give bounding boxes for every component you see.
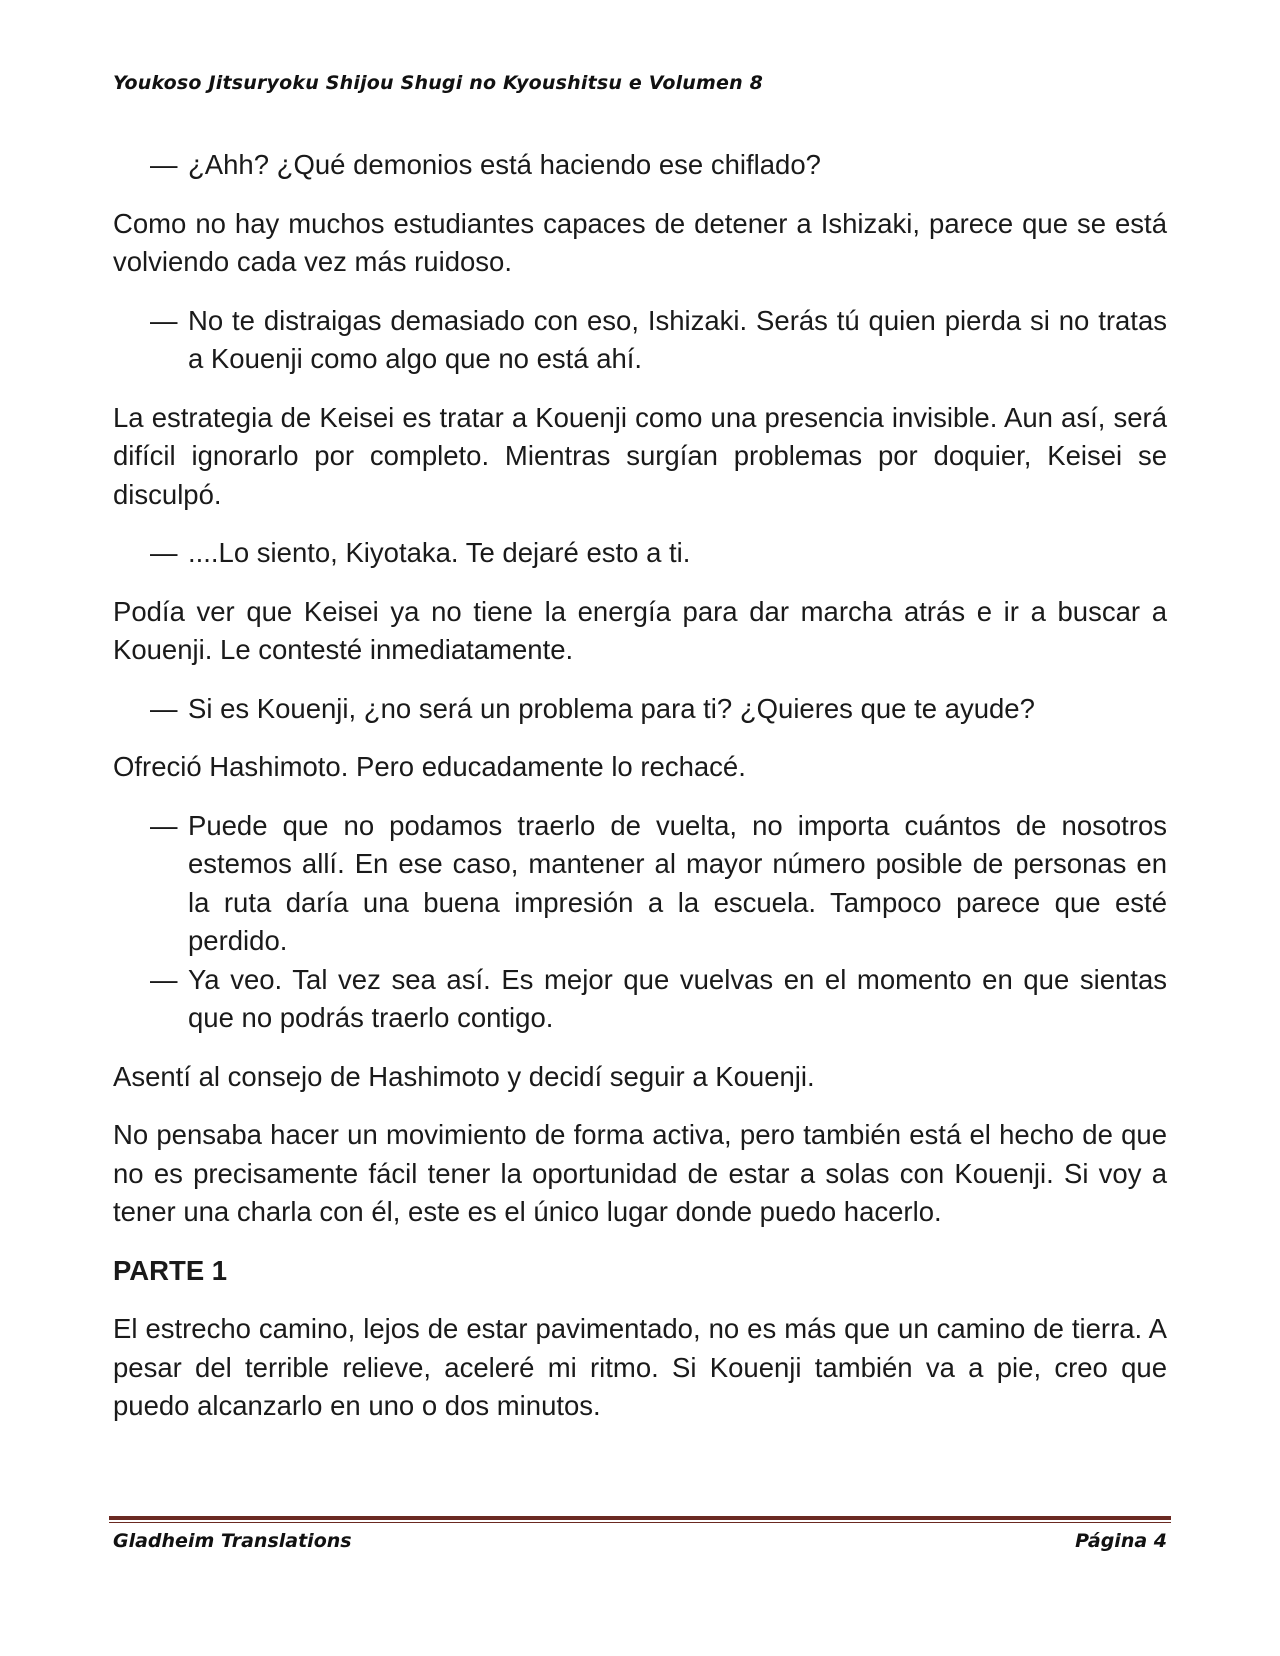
running-header: Youkoso Jitsuryoku Shijou Shugi no Kyoushitsu e Volumen 8 [113,72,764,94]
narration-paragraph: Podía ver que Keisei ya no tiene la energía para dar marcha atrás e ir a buscar a Kouenji. Le contesté inmediatamente. [113,595,1167,665]
dialog-text: ¿Ahh? ¿Qué demonios está haciendo ese chiflado? [188,149,821,180]
dialog-line [113,302,1167,379]
dialog-text: Si es Kouenji, ¿no será un problema para ti? ¿Quieres que te ayude? [188,692,1035,724]
dialog-dash: — [150,692,178,724]
footer-rule [109,1516,1171,1520]
dialog-dash: — [150,537,178,568]
dialog-line [113,961,1167,1038]
footer-rule-thin [109,1522,1171,1523]
narration-paragraph: El estrecho camino, lejos de estar pavimentado, no es más que un camino de tierra. A pesar del terrible relieve, aceleré mi ritmo. Si Kouenji también va a pie, creo que puedo alcanzarlo en uno o dos minutos. [113,1313,1167,1421]
narration-paragraph: No pensaba hacer un movimiento de forma activa, pero también está el hecho de que no es precisamente fácil tener la oportunidad de estar a solas con Kouenji. Si voy a tener una charla con él, este es el único lugar donde puedo hacerlo. [113,1119,1167,1227]
dialog-line [113,534,1167,573]
dialog-line [113,690,1167,729]
page-number: Página 4 [1075,1530,1167,1552]
dialog-text: No te distraigas demasiado con eso, Ishizaki. Serás tú quien pierda si no tratas a Kouenji como algo que no está ahí. [188,304,1167,374]
dialog-text: Puede que no podamos traerlo de vuelta, no importa cuántos de nosotros estemos allí. En ese caso, mantener al mayor número posible de personas en la ruta daría una buena impresión a la escuela. Tampoco parece que esté perdido. [188,809,1167,956]
footer-translator: Gladheim Translations [113,1530,352,1552]
page-body [113,146,1167,1446]
section-heading: PARTE 1 [113,1254,228,1286]
dialog-dash: — [150,809,178,841]
dialog-dash: — [150,963,178,995]
page-footer [113,1530,1167,1552]
dialog-dash: — [150,304,178,336]
narration-paragraph: Ofreció Hashimoto. Pero educadamente lo rechacé. [113,751,746,782]
dialog-dash: — [150,149,178,180]
narration-paragraph: Asentí al consejo de Hashimoto y decidí seguir a Kouenji. [113,1060,815,1092]
dialog-text: Ya veo. Tal vez sea así. Es mejor que vuelvas en el momento en que sientas que no podrás traerlo contigo. [188,963,1167,1033]
dialog-line [113,807,1167,961]
dialog-text: ....Lo siento, Kiyotaka. Te dejaré esto a ti. [188,537,691,568]
narration-paragraph: La estrategia de Keisei es tratar a Kouenji como una presencia invisible. Aun así, será difícil ignorarlo por completo. Mientras surgían problemas por doquier, Keisei se disculpó. [113,401,1167,510]
dialog-line [113,146,1167,185]
narration-paragraph: Como no hay muchos estudiantes capaces de detener a Ishizaki, parece que se está volviendo cada vez más ruidoso. [113,207,1167,277]
